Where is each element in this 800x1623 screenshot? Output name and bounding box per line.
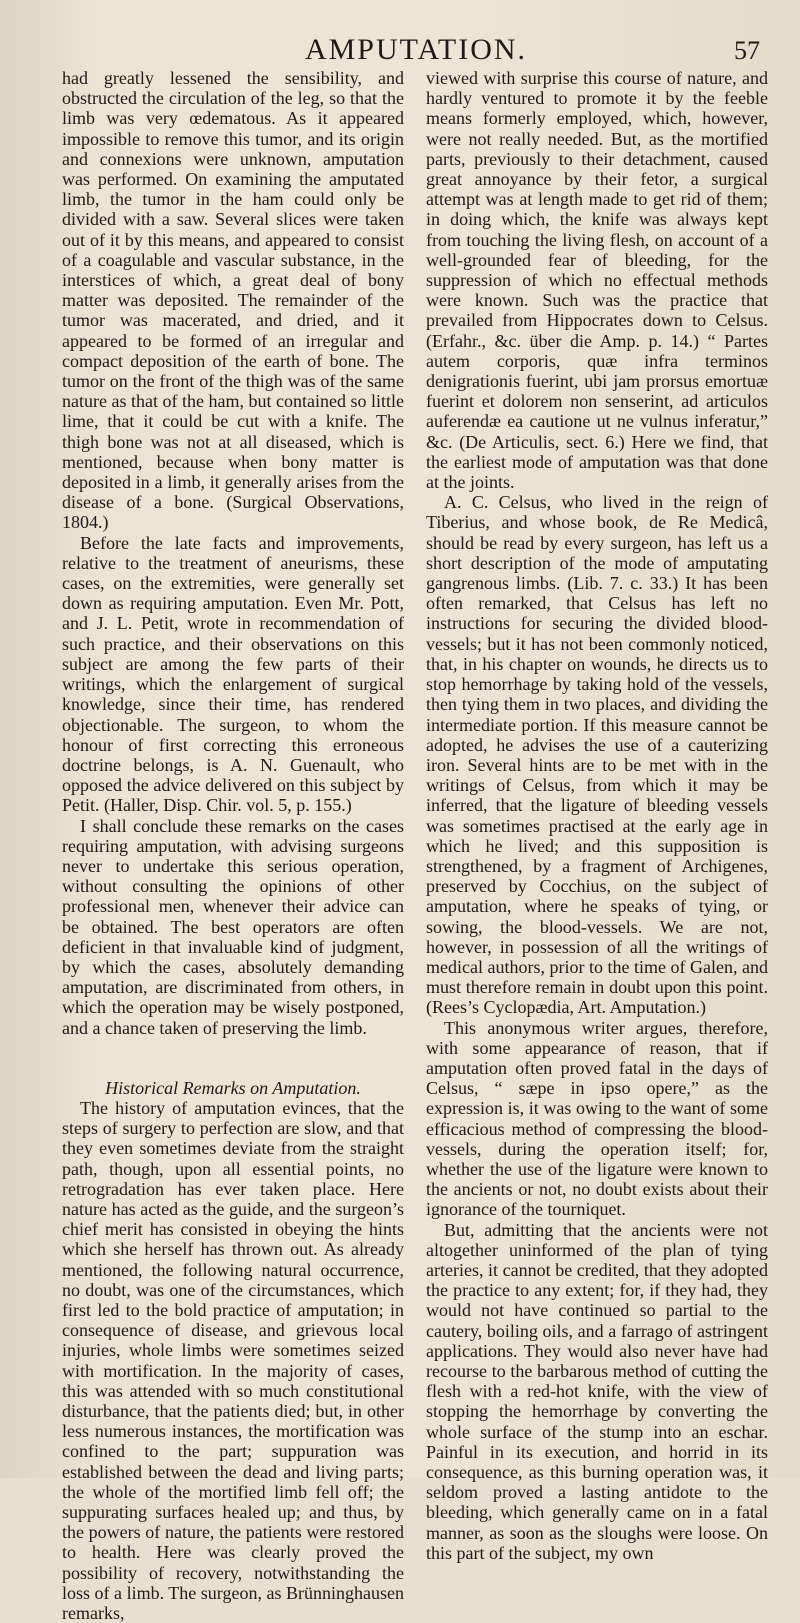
right-paragraph-2: A. C. Celsus, who lived in the reign of Tiberius, and whose book, de Re Medicâ, should be read by every surgeon, has left us a short description of the mode of amputating gangrenous limbs. (Lib. 7. c. 33.) It has been often remarked, that Celsus has left no instructions for securing the divided blood-vessels; but it has not been commonly noticed, that, in his chapter on wounds, he directs us to stop hemorrhage by taking hold of the vessels, then tying them in two places, and dividing the intermediate portion. If this measure cannot be adopted, he advises the use of a cauterizing iron. Several hints are to be met with in the writings of Celsus, from which it may be inferred, that the ligature of bleeding vessels was sometimes practised at the early age in which he lived; and this supposition is strengthened, by a fragment of Archigenes, preserved by Cocchius, on the subject of amputation, where he speaks of tying, or sowing, the blood-vessels. We are not, however, in possession of all the writings of medical authors, prior to the time of Galen, and must therefore remain in doubt upon this point. (Rees’s Cyclopædia, Art. Amputation.): [426, 492, 768, 1018]
right-paragraph-4: But, admitting that the ancients were not altogether uninformed of the plan of tying arteries, it cannot be credited, that they adopted the practice to any extent; for, if they had, they would not have continued so partial to the cautery, boiling oils, and a farrago of astringent applications. They would also never have had recourse to the barbarous method of cutting the flesh with a red-hot knife, with the view of stopping the hemorrhage by converting the whole surface of the stump into an eschar. Painful in its execution, and horrid in its consequence, as this burning operation was, it seldom proved a lasting antidote to the bleeding, which generally came on in a fatal manner, as soon as the sloughs were loose. On this part of the subject, my own: [426, 1219, 768, 1563]
right-column: [426, 68, 768, 1623]
left-paragraph-4: The history of amputation evinces, that the steps of surgery to perfection are slow, and that they even sometimes deviate from the straight path, though, upon all essential points, no retrogradation has ever taken place. Here nature has acted as the guide, and the surgeon’s chief merit has consisted in obeying the hints which she herself has thrown out. As already mentioned, the following natural occurrence, no doubt, was one of the circumstances, which first led to the bold practice of amputation; in consequence of disease, and grievous local injuries, whole limbs were sometimes seized with mortification. In the majority of cases, this was attended with so much constitutional disturbance, that the patients died; but, in other less numerous instances, the mortification was confined to the part; suppuration was established between the dead and living parts; the whole of the mortified limb fell off; the suppurating surfaces healed up; and thus, by the powers of nature, the patients were restored to health. Here was clearly proved the possibility of recovery, notwithstanding the loss of a limb. The surgeon, as Brünninghausen remarks,: [62, 1097, 404, 1623]
right-paragraph-1: viewed with surprise this course of nature, and hardly ventured to promote it by the feeble means formerly employed, which, however, were not really needed. But, as the mortified parts, previously to their detachment, caused great annoyance by their fetor, a surgical attempt was at length made to get rid of them; in doing which, the knife was always kept from touching the living flesh, on account of a well-grounded fear of bleeding, for the suppression of which no effectual methods were known. Such was the practice that prevailed from Hippocrates down to Celsus. (Erfahr., &c. über die Amp. p. 14.) “ Partes autem corporis, quæ infra terminos denigrationis fuerint, ubi jam prorsus emortuæ fuerint et dolorem non senserint, ad articulos auferendæ ea cautione ut ne vulnus inferatur,” &c. (De Articulis, sect. 6.) Here we find, that the earliest mode of amputation was that done at the joints.: [426, 68, 768, 493]
right-paragraph-3: This anonymous writer argues, therefore, with some appearance of reason, that if amputation often proved fatal in the days of Celsus, “ sæpe in ipso opere,” as the expression is, it was owing to the want of some efficacious method of compressing the blood-vessels, during the operation itself; for, whether the use of the ligature were known to the ancients or not, no doubt exists about their ignorance of the tourniquet.: [426, 1017, 768, 1220]
left-column: [62, 68, 404, 1623]
page-header: [62, 34, 770, 66]
section-heading: Historical Remarks on Amputation.: [105, 1077, 361, 1098]
text-columns: [62, 68, 770, 1623]
running-title: AMPUTATION.: [304, 33, 528, 66]
left-paragraph-3: I shall conclude these remarks on the cases requiring amputation, with advising surgeons never to undertake this serious operation, without consulting the opinions of other professional men, whenever their advice can be obtained. The best operators are often deficient in that invaluable kind of judgment, by which the cases, absolutely demanding amputation, are discriminated from others, in which the operation may be wisely postponed, and a chance taken of preserving the limb.: [62, 815, 404, 1038]
left-paragraph-1: had greatly lessened the sensibility, and obstructed the circulation of the leg, so that the limb was very œdematous. As it appeared impossible to remove this tumor, and its origin and connexions were unknown, amputation was performed. On examining the amputated limb, the tumor in the ham could only be divided with a saw. Several slices were taken out of it by this means, and appeared to consist of a coagulable and vascular substance, in the interstices of which, a great deal of bony matter was deposited. The remainder of the tumor was macerated, and dried, and it appeared to be formed of an irregular and compact deposition of the earth of bone. The tumor on the front of the thigh was of the same nature as that of the ham, but contained so little lime, that it could be cut with a knife. The thigh bone was not at all diseased, which is mentioned, because when bony matter is deposited in a limb, it generally arises from the disease of a bone. (Surgical Observations, 1804.): [62, 68, 404, 533]
left-paragraph-2: Before the late facts and improvements, relative to the treatment of aneurisms, these cases, on the extremities, were generally set down as requiring amputation. Even Mr. Pott, and J. L. Petit, wrote in recommendation of such practice, and their observations on this subject are among the few parts of their writings, which the enlargement of surgical knowledge, since their time, has rendered objectionable. The surgeon, to whom the honour of first correcting this erroneous doctrine belongs, is A. N. Guenault, who opposed the advice delivered on this subject by Petit. (Haller, Disp. Chir. vol. 5, p. 155.): [62, 532, 404, 816]
page-number: 57: [734, 36, 760, 65]
